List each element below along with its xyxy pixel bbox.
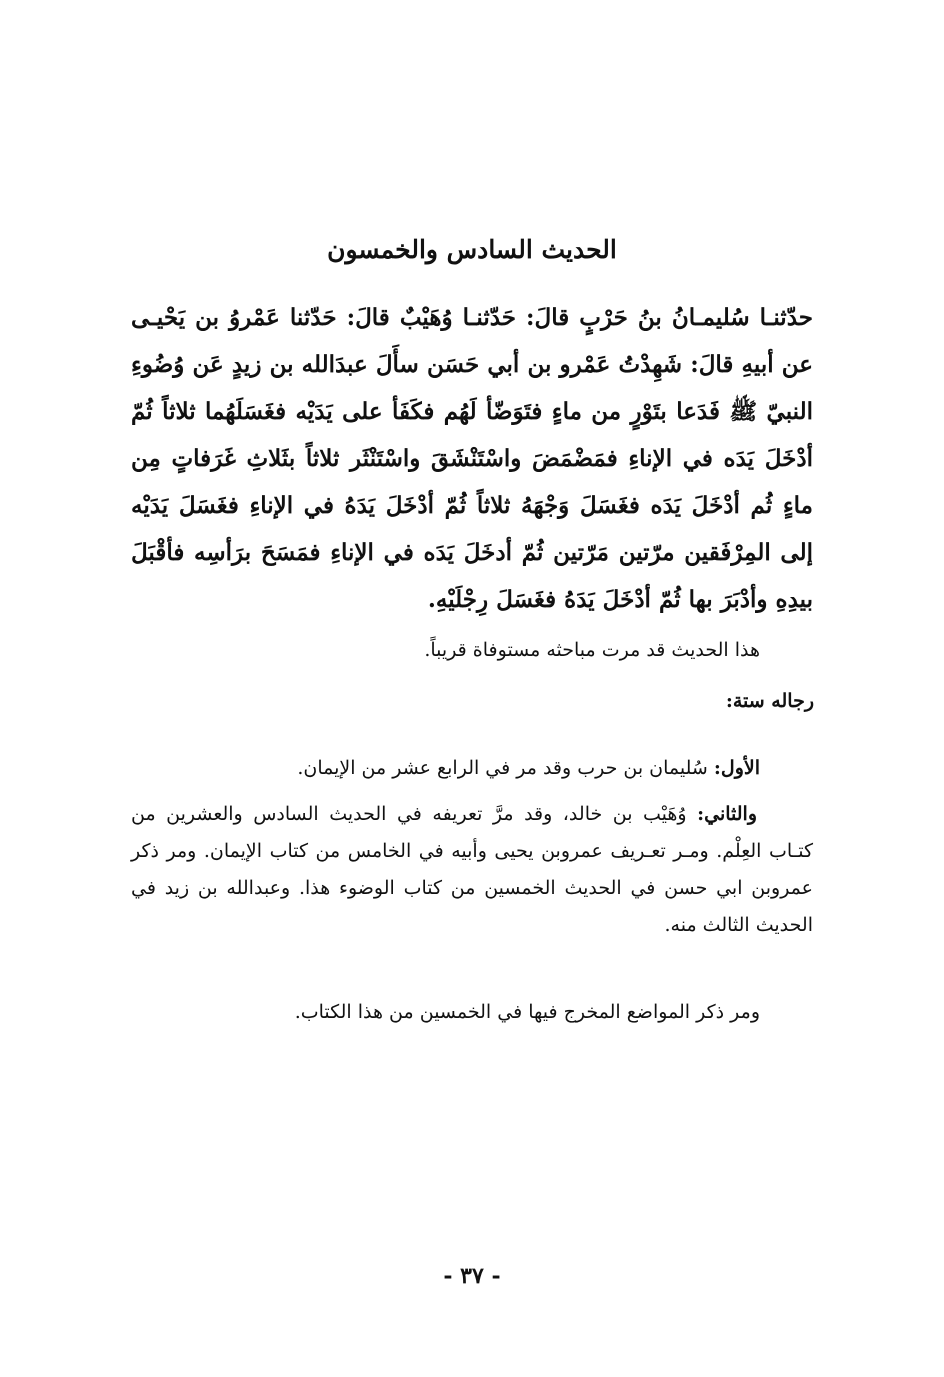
- narrator-label: والثاني:: [697, 803, 757, 825]
- narrator-text: سُليمان بن حرب وقد مر في الرابع عشر من الإيمان.: [297, 757, 708, 779]
- narrators-heading: رجاله ستة:: [725, 690, 814, 712]
- narrator-text: وُهَيْب بن خالد، وقد مرَّ تعريفه في الحديث السادس والعشرين من كتـاب العِلْم. ومـر تعـريف عمروبن يحيى وأبيه في الخامس من كتاب الإيمان. ومر ذكر عمروبن ابي حسن في الحديث الخمسين من كتاب الوضوء هذا. وعبدالله بن زيد في الحديث الثالث منه.: [131, 803, 813, 936]
- narrator-label: الأول:: [713, 757, 760, 779]
- narrator-entry-first: [160, 750, 760, 786]
- commentary-note: هذا الحديث قد مرت مباحثه مستوفاة قريباً.: [424, 639, 760, 661]
- narrator-entry-second: [131, 796, 813, 944]
- hadith-text: حدّثنـا سُليمـانُ بنُ حَرْبٍ قالَ: حَدّثنـا وُهَيْبٌ قالَ: حَدّثنا عَمْروُ بن يَحْيـى عن أبيهِ قالَ: شَهِدْتُ عَمْرو بن أبي حَسَن سأَلَ عبدَالله بن زيدٍ عَن وُضُوءِ النبيّ ﷺ فَدَعا بتَوْرٍ من ماءٍ فتَوَضّأ لَهُم فكَفَأ على يَدَيْه فغَسَلَهُما ثلاثاً ثُمّ أدْخَلَ يَدَه في الإناءِ فمَضْمَضَ واسْتَنْشَقَ واسْتَنْثَر ثلاثاً بثَلاثِ غَرَفاتٍ مِن ماءٍ ثُم أدْخَلَ يَدَه فغَسَلَ وَجْهَهُ ثلاثاً ثُمّ أدْخَلَ يَدَهُ في الإناءِ فغَسَلَ يَدَيْه إلى المِرْفَقين مرّتين مَرّتين ثُمّ أدخَلَ يَدَه في الإناءِ فمَسَحَ برَأسِه فأقْبَلَ بيدِهِ وأدْبَرَ بها ثُمّ أدْخَلَ يَدَهُ فغَسَلَ رِجْلَيْهِ.: [131, 304, 813, 613]
- hadith-title: الحديث السادس والخمسون: [327, 235, 617, 264]
- closing-note: ومر ذكر المواضع المخرج فيها في الخمسين من هذا الكتاب.: [294, 1001, 760, 1023]
- page-number: - ٣٧ -: [443, 1263, 501, 1289]
